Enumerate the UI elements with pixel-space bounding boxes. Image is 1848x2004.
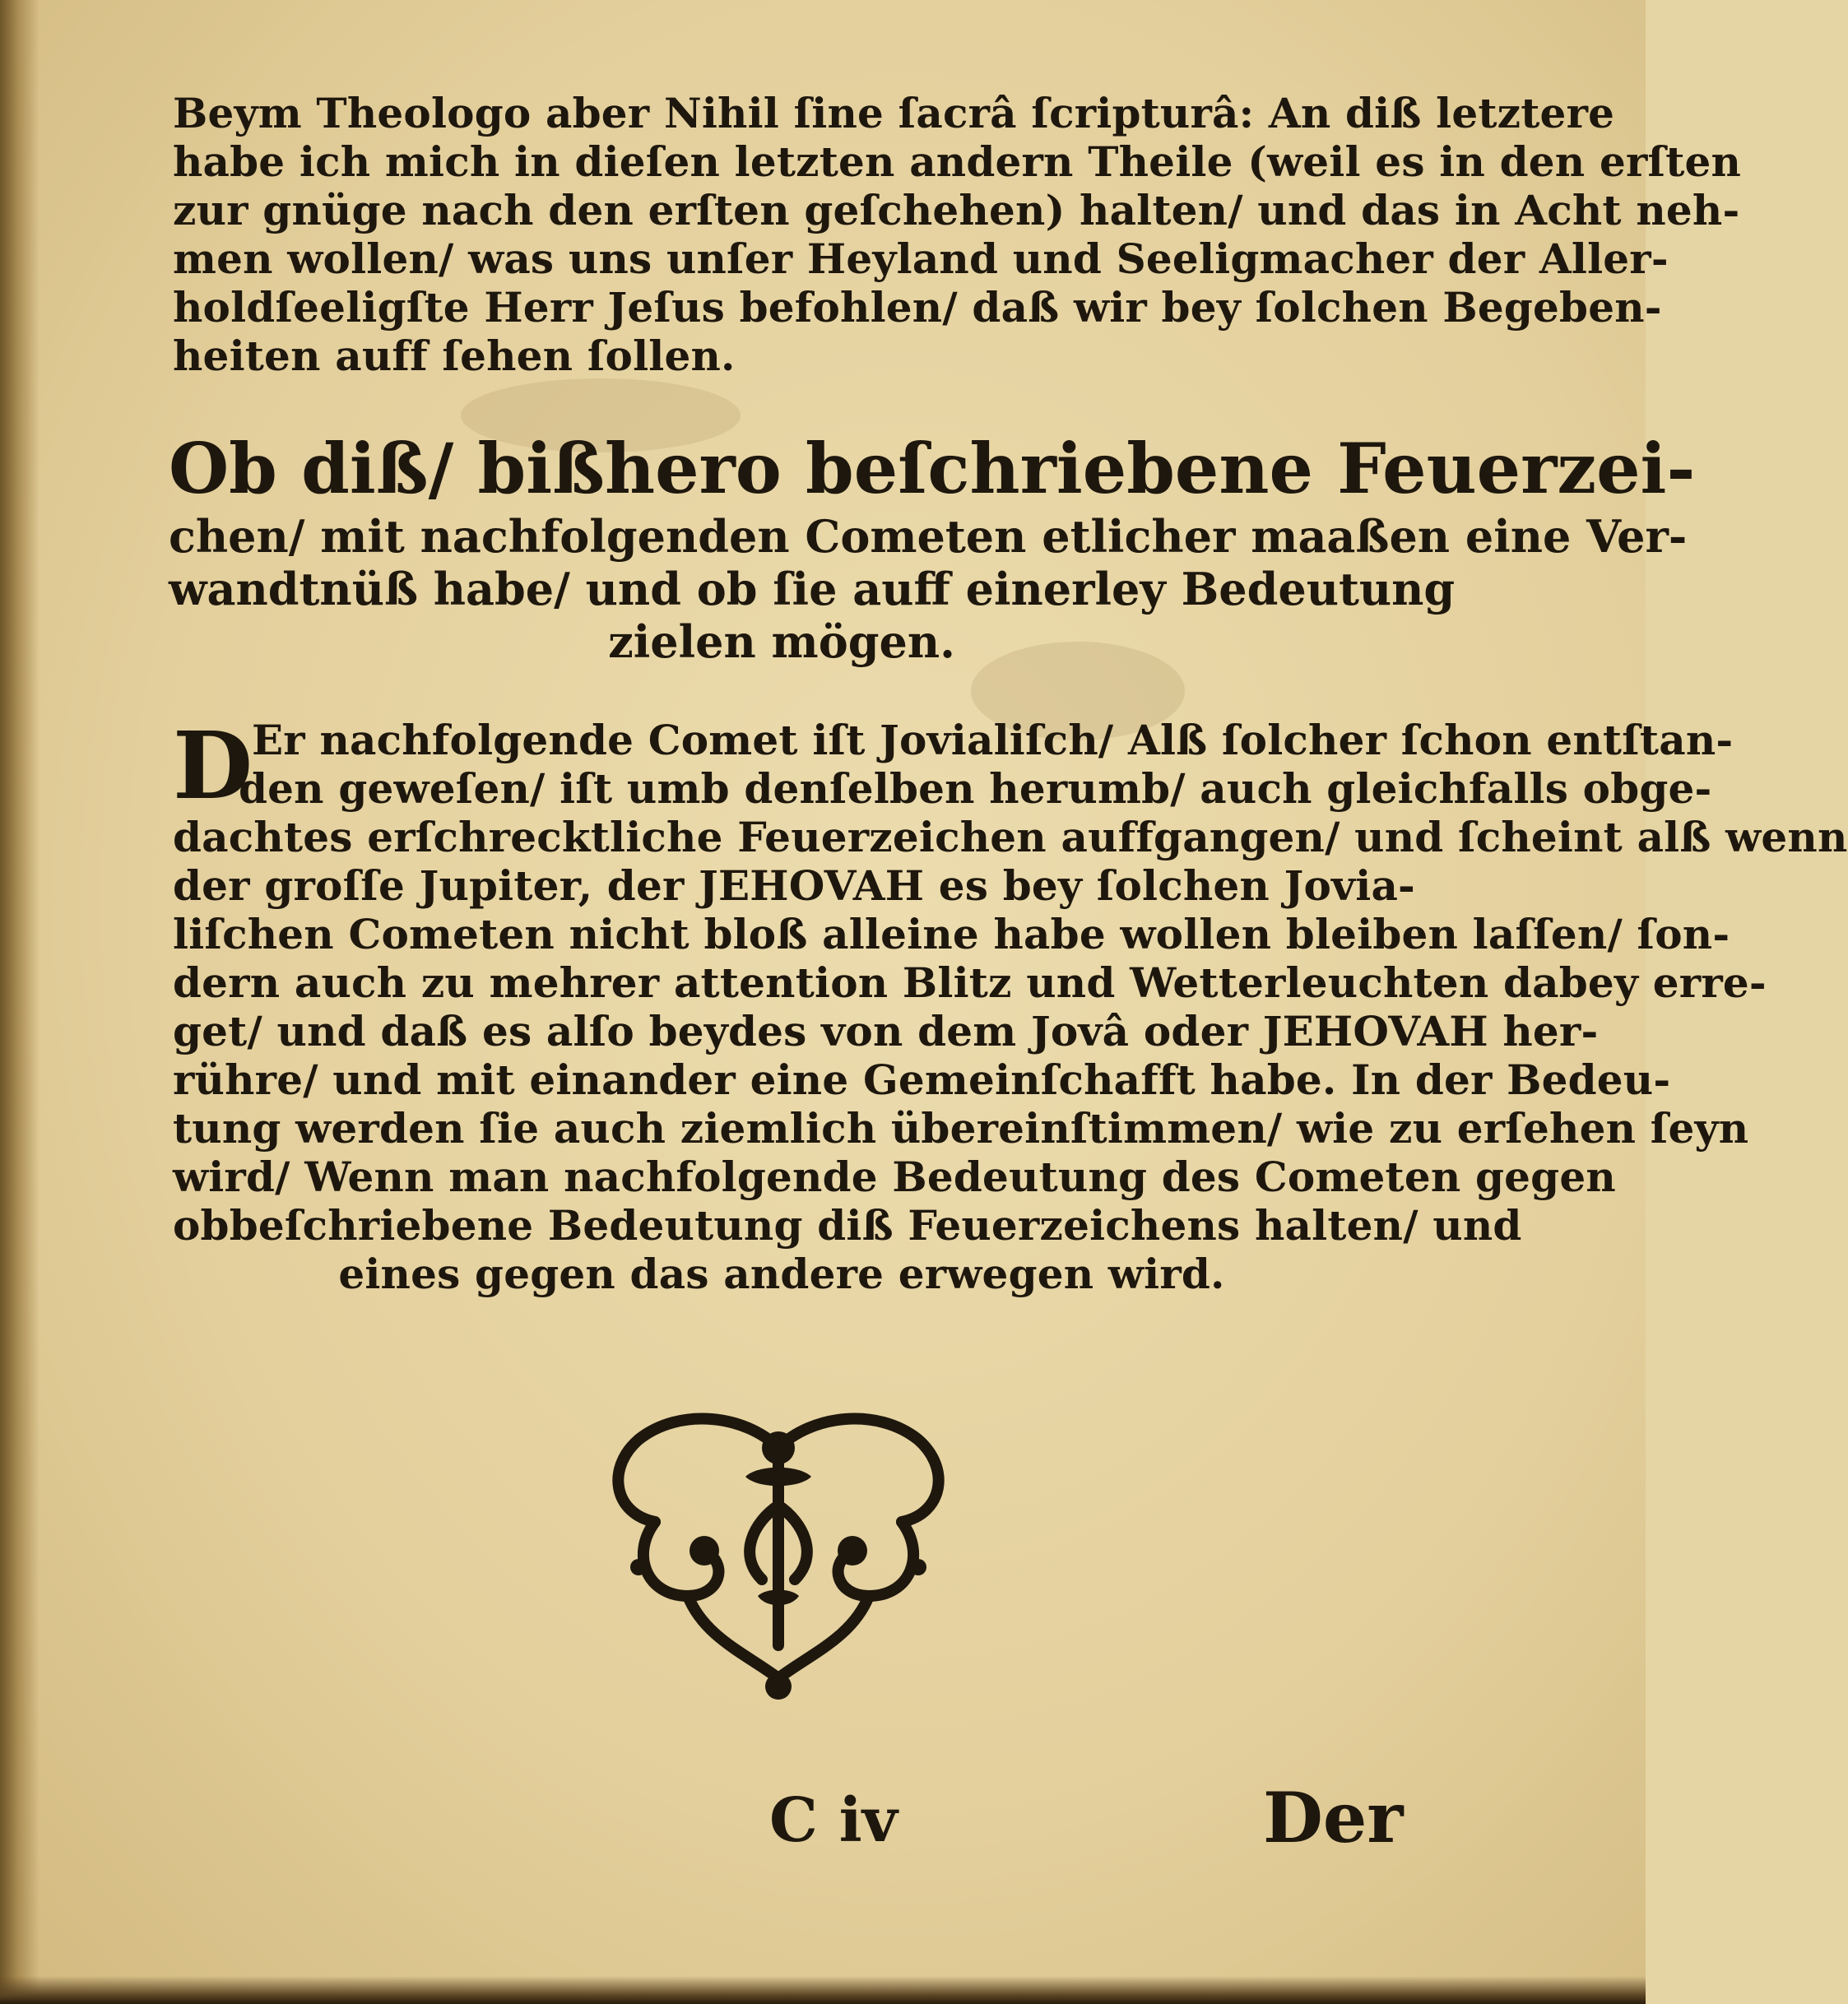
text-line: get/ und daß es alſo beydes von dem Jovâ oder JEHOVAH her- <box>173 1007 1599 1055</box>
page-bottom-edge <box>0 1976 1646 2004</box>
text-line: Beym Theologo aber Nihil ſine ſacrâ ſcripturâ: An diß letztere <box>173 89 1615 137</box>
text-line: tung werden ſie auch ziemlich übereinſtimmen/ wie zu erſehen ſeyn <box>173 1104 1749 1153</box>
text-line: den geweſen/ iſt umb denſelben herumb/ auch gleichfalls obge- <box>239 764 1712 813</box>
text-line: der groſſe Jupiter, der JEHOVAH es bey ſolchen Jovia- <box>173 861 1415 910</box>
section-heading <box>169 428 1696 668</box>
text-line: eines gegen das andere erwegen wird. <box>338 1250 1225 1298</box>
page-gutter <box>0 0 39 2004</box>
text-line: obbeſchriebene Bedeutung diß Feuerzeichens halten/ und <box>173 1201 1522 1250</box>
heading-line: wandtnüß habe/ und ob ſie auff einerley Bedeutung <box>169 563 1456 615</box>
text-line: wird/ Wenn man nachfolgende Bedeutung des Cometen gegen <box>173 1153 1616 1201</box>
signature-mark: C iv <box>769 1785 898 1856</box>
body-paragraph <box>173 712 1848 1298</box>
text-line: dachtes erſchrecktliche Feuerzeichen auffgangen/ und ſcheint alß wenn <box>173 813 1848 861</box>
text-line: rühre/ und mit einander eine Gemeinſchafft habe. In der Bedeu- <box>173 1055 1671 1104</box>
drop-cap: D <box>173 712 253 820</box>
heading-line: chen/ mit nachfolgenden Cometen etlicher maaßen eine Ver- <box>169 510 1688 563</box>
text-line: Er nachfolgende Comet iſt Jovialiſch/ Alß ſolcher ſchon entſtan- <box>252 716 1734 764</box>
fleuron-ornament-icon <box>581 1399 976 1703</box>
intro-paragraph <box>173 89 1742 380</box>
text-line: men wollen/ was uns unſer Heyland und Seeligmacher der Aller- <box>173 234 1669 283</box>
text-line: habe ich mich in dieſen letzten andern Theile (weil es in den erſten <box>173 137 1742 186</box>
catchword: Der <box>1263 1777 1404 1858</box>
text-line: dern auch zu mehrer attention Blitz und Wetterleuchten dabey erre- <box>173 958 1767 1007</box>
text-line: heiten auff ſehen ſollen. <box>173 332 736 380</box>
text-line: zur gnüge nach den erſten geſchehen) halten/ und das in Acht neh- <box>173 186 1740 234</box>
heading-line: zielen mögen. <box>608 615 955 668</box>
heading-line: Ob diß/ bißhero beſchriebene Feuerzei- <box>169 428 1696 509</box>
text-line: holdſeeligſte Herr Jeſus befohlen/ daß wir bey ſolchen Begeben- <box>173 283 1662 332</box>
text-line: liſchen Cometen nicht bloß alleine habe wollen bleiben laſſen/ ſon- <box>173 910 1730 958</box>
